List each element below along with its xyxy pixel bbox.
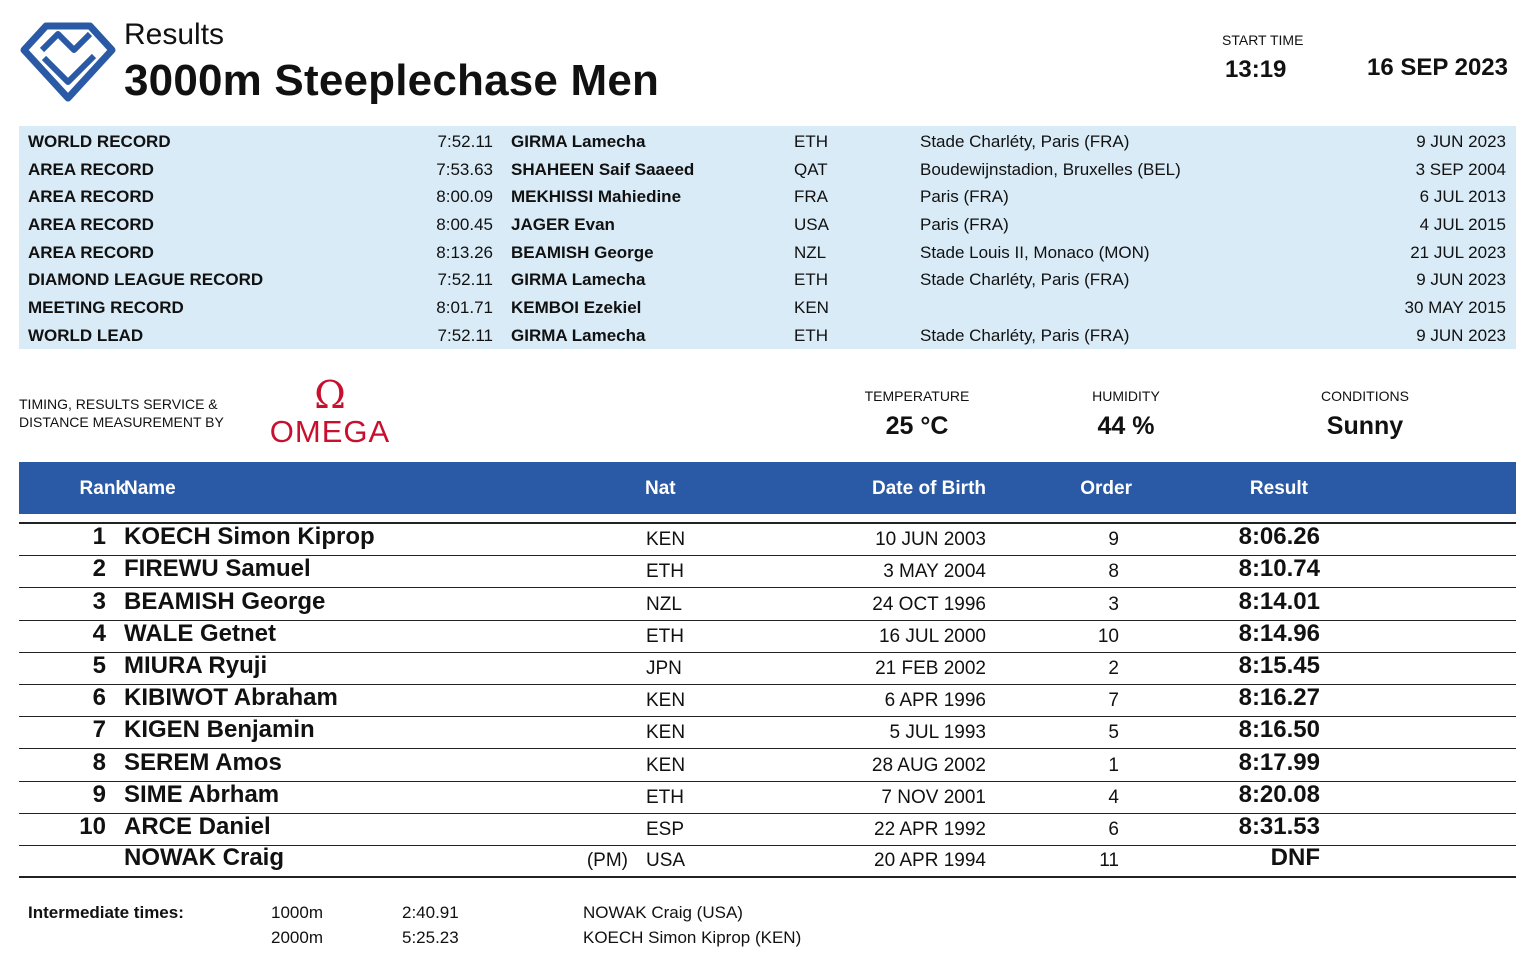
intermediate-split-row (0, 925, 900, 950)
record-label: AREA RECORD (28, 187, 154, 207)
conditions-value: Sunny (1326, 412, 1404, 440)
timing-credit (19, 395, 224, 431)
humidity-label: HUMIDITY (1092, 388, 1160, 404)
record-row (19, 322, 1516, 350)
column-header-nat: Nat (645, 478, 676, 499)
result-rank: 1 (92, 523, 106, 551)
split-distance: 2000m (271, 928, 323, 947)
result-time: 8:17.99 (1238, 748, 1320, 776)
record-time: 7:52.11 (437, 132, 493, 151)
result-time: 8:15.45 (1238, 651, 1320, 679)
record-row (19, 156, 1516, 184)
result-athlete-name: KIBIWOT Abraham (124, 684, 338, 712)
result-rank: 7 (92, 716, 106, 744)
record-date: 9 JUN 2023 (1416, 132, 1506, 151)
result-order: 5 (1108, 722, 1119, 744)
record-label: WORLD RECORD (28, 132, 171, 151)
page-subtitle: Results (124, 18, 225, 51)
record-venue: Stade Charléty, Paris (FRA) (920, 270, 1130, 290)
record-row (19, 294, 1516, 322)
record-athlete: GIRMA Lamecha (511, 325, 646, 345)
record-time: 8:00.45 (436, 215, 493, 235)
record-nat: USA (794, 215, 829, 235)
result-rank: 2 (92, 555, 106, 583)
result-dob: 24 OCT 1996 (872, 593, 986, 615)
result-dob: 3 MAY 2004 (883, 561, 986, 583)
result-rank: 5 (92, 651, 106, 679)
result-athlete-name: KOECH Simon Kiprop (124, 523, 375, 551)
record-athlete: MEKHISSI Mahiedine (511, 187, 682, 207)
record-time: 7:52.11 (437, 270, 493, 290)
record-nat: ETH (794, 325, 828, 345)
record-date: 6 JUL 2013 (1419, 187, 1506, 207)
result-nat: USA (646, 850, 686, 872)
omega-wordmark: OMEGA (269, 414, 391, 446)
table-row (19, 556, 1516, 588)
table-row (19, 685, 1516, 717)
result-order: 6 (1108, 818, 1119, 840)
result-nat: ESP (646, 818, 685, 840)
results-table-header (19, 462, 1516, 514)
temperature-value: 25 °C (885, 412, 949, 440)
result-rank: 10 (79, 812, 106, 840)
result-time: 8:14.96 (1238, 619, 1320, 647)
results-table-body (19, 522, 1516, 878)
temperature-label: TEMPERATURE (864, 388, 970, 404)
result-time: 8:16.50 (1238, 716, 1320, 744)
result-order: 11 (1099, 850, 1119, 872)
result-athlete-name: KIGEN Benjamin (124, 716, 315, 744)
records-table (19, 126, 1516, 349)
record-row (19, 183, 1516, 211)
result-athlete-name: ARCE Daniel (124, 812, 271, 840)
table-row (19, 653, 1516, 685)
record-venue: Stade Charléty, Paris (FRA) (920, 132, 1130, 151)
record-time: 8:01.71 (436, 298, 493, 318)
result-time: 8:06.26 (1238, 523, 1320, 551)
record-date: 21 JUL 2023 (1410, 242, 1506, 262)
column-header-result: Result (1249, 478, 1308, 499)
start-time: 13:19 (1225, 56, 1287, 83)
record-date: 4 JUL 2015 (1419, 215, 1506, 235)
omega-logo-icon (258, 374, 403, 446)
result-athlete-name: BEAMISH George (124, 587, 326, 615)
table-row (19, 621, 1516, 653)
record-nat: ETH (794, 132, 828, 151)
temperature-block (857, 388, 977, 441)
record-label: AREA RECORD (28, 215, 154, 235)
split-athlete: NOWAK Craig (USA) (583, 903, 743, 922)
result-order: 9 (1108, 529, 1119, 551)
record-venue: Stade Louis II, Monaco (MON) (920, 242, 1150, 262)
result-time: 8:14.01 (1238, 587, 1320, 615)
result-dob: 22 APR 1992 (874, 818, 986, 840)
result-athlete-name: NOWAK Craig (124, 844, 285, 872)
record-label: DIAMOND LEAGUE RECORD (28, 270, 264, 290)
result-order: 7 (1108, 690, 1119, 712)
meet-date: 16 SEP 2023 (1366, 54, 1508, 81)
record-athlete: JAGER Evan (511, 215, 615, 235)
humidity-block (1066, 388, 1186, 441)
record-row (19, 128, 1516, 156)
result-order: 8 (1108, 561, 1119, 583)
diamond-league-logo-icon (20, 20, 116, 102)
start-time-label: START TIME (1222, 32, 1304, 48)
record-label: WORLD LEAD (28, 325, 144, 345)
table-row (19, 782, 1516, 814)
result-nat: KEN (646, 754, 686, 776)
svg-text:Ω: Ω (314, 374, 346, 417)
page-title: 3000m Steeplechase Men (124, 56, 660, 105)
timing-credit-line2: DISTANCE MEASUREMENT BY (19, 414, 224, 430)
result-nat: ETH (646, 786, 684, 808)
result-dob: 7 NOV 2001 (881, 786, 986, 808)
record-row (19, 239, 1516, 267)
result-time: 8:10.74 (1238, 555, 1320, 583)
record-nat: NZL (794, 242, 827, 262)
record-date: 30 MAY 2015 (1404, 298, 1506, 318)
result-nat: NZL (646, 593, 682, 615)
result-note: (PM) (586, 850, 628, 872)
column-header-name: Name (124, 478, 176, 499)
table-row (19, 749, 1516, 781)
result-rank: 9 (92, 780, 106, 808)
table-row (19, 524, 1516, 556)
result-nat: ETH (646, 625, 684, 647)
intermediate-times-label: Intermediate times: (28, 903, 184, 922)
record-time: 8:00.09 (436, 187, 493, 207)
table-row (19, 814, 1516, 846)
record-time: 8:13.26 (436, 242, 493, 262)
result-dob: 21 FEB 2002 (875, 657, 986, 679)
result-athlete-name: SEREM Amos (124, 748, 282, 776)
humidity-value: 44 % (1097, 412, 1155, 440)
result-athlete-name: FIREWU Samuel (124, 555, 311, 583)
record-label: MEETING RECORD (28, 298, 184, 318)
record-label: AREA RECORD (28, 242, 154, 262)
record-venue: Boudewijnstadion, Bruxelles (BEL) (920, 159, 1181, 179)
record-nat: ETH (794, 270, 828, 290)
table-row (19, 846, 1516, 878)
record-time: 7:53.63 (436, 159, 493, 179)
record-label: AREA RECORD (28, 159, 154, 179)
record-nat: FRA (794, 187, 828, 207)
result-time: DNF (1270, 844, 1320, 872)
result-dob: 5 JUL 1993 (889, 722, 986, 744)
record-nat: QAT (794, 159, 828, 179)
split-athlete: KOECH Simon Kiprop (KEN) (583, 928, 802, 947)
record-athlete: KEMBOI Ezekiel (511, 298, 642, 318)
record-athlete: GIRMA Lamecha (511, 270, 646, 290)
result-dob: 16 JUL 2000 (878, 625, 986, 647)
result-dob: 28 AUG 2002 (871, 754, 986, 776)
result-rank: 3 (92, 587, 106, 615)
result-nat: JPN (646, 657, 682, 679)
record-venue: Stade Charléty, Paris (FRA) (920, 325, 1130, 345)
record-athlete: GIRMA Lamecha (511, 132, 646, 151)
split-time: 2:40.91 (402, 903, 459, 922)
record-row (19, 211, 1516, 239)
result-nat: KEN (646, 722, 686, 744)
result-order: 3 (1108, 593, 1119, 615)
record-date: 9 JUN 2023 (1416, 325, 1506, 345)
result-nat: KEN (646, 529, 686, 551)
result-nat: ETH (646, 561, 684, 583)
record-venue: Paris (FRA) (920, 215, 1009, 235)
intermediate-split-row (0, 900, 900, 925)
record-date: 3 SEP 2004 (1415, 159, 1506, 179)
result-rank: 6 (92, 684, 106, 712)
result-time: 8:20.08 (1238, 780, 1320, 808)
column-header-order: Order (1080, 478, 1132, 499)
result-athlete-name: SIME Abrham (124, 780, 280, 808)
result-dob: 6 APR 1996 (884, 690, 986, 712)
result-order: 1 (1108, 754, 1119, 776)
record-time: 7:52.11 (437, 325, 493, 345)
result-rank: 4 (92, 619, 106, 647)
result-order: 2 (1108, 657, 1119, 679)
conditions-block (1290, 388, 1440, 441)
table-row (19, 588, 1516, 620)
result-time: 8:31.53 (1238, 812, 1320, 840)
record-nat: KEN (794, 298, 829, 318)
table-row (19, 717, 1516, 749)
record-date: 9 JUN 2023 (1416, 270, 1506, 290)
conditions-label: CONDITIONS (1321, 388, 1409, 404)
result-athlete-name: WALE Getnet (124, 619, 277, 647)
column-header-dob: Date of Birth (872, 478, 986, 499)
result-nat: KEN (646, 690, 686, 712)
result-rank: 8 (92, 748, 106, 776)
result-order: 4 (1108, 786, 1119, 808)
split-time: 5:25.23 (402, 928, 459, 947)
timing-credit-line1: TIMING, RESULTS SERVICE & (19, 396, 218, 412)
result-order: 10 (1097, 625, 1119, 647)
result-dob: 10 JUN 2003 (875, 529, 986, 551)
column-header-rank: Rank (79, 478, 126, 499)
record-athlete: SHAHEEN Saif Saaeed (511, 159, 695, 179)
result-athlete-name: MIURA Ryuji (124, 651, 268, 679)
result-time: 8:16.27 (1238, 684, 1320, 712)
record-athlete: BEAMISH George (511, 242, 654, 262)
result-dob: 20 APR 1994 (874, 850, 986, 872)
record-row (19, 266, 1516, 294)
split-distance: 1000m (271, 903, 323, 922)
record-venue: Paris (FRA) (920, 187, 1009, 207)
